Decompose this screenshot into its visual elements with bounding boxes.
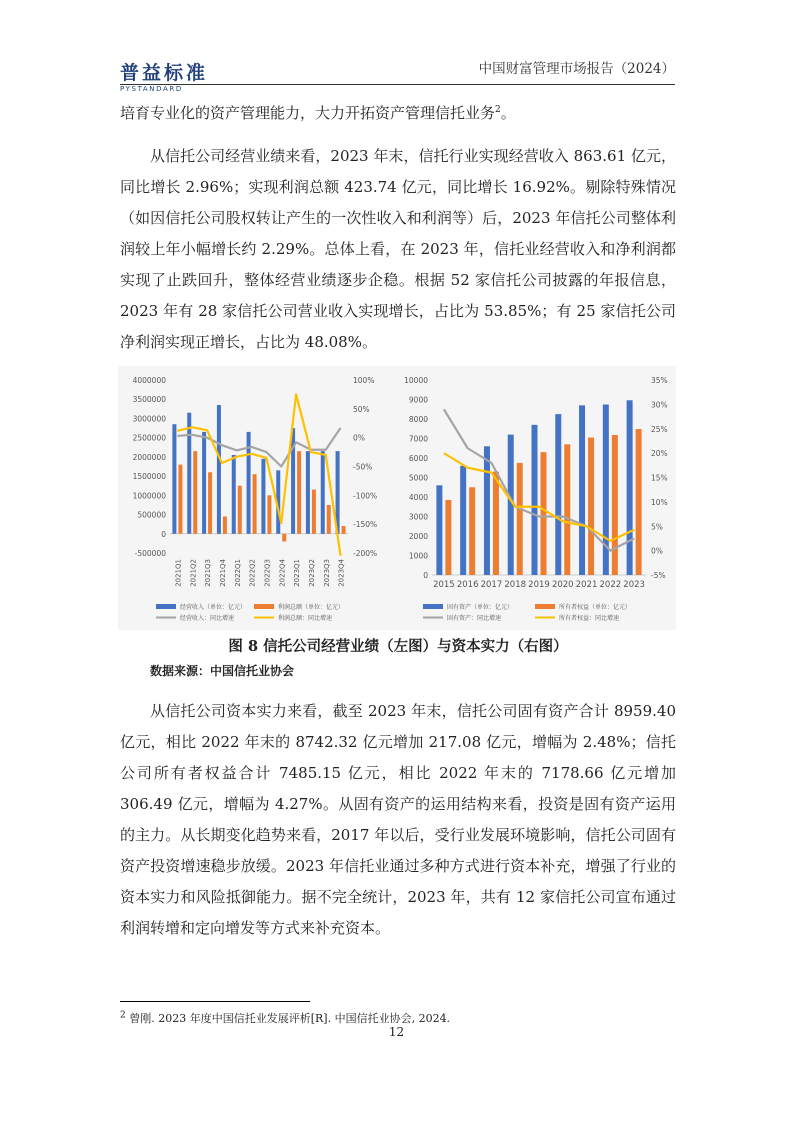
- bar: [541, 452, 547, 575]
- x-tick-label: 2023Q1: [293, 559, 302, 587]
- y-tick-label-left: 6000: [408, 454, 428, 463]
- bar: [445, 500, 451, 575]
- legend-label: 经营收入：同比增速: [180, 615, 235, 622]
- series-line: [177, 428, 340, 467]
- y-tick-label-right: 50%: [353, 404, 370, 414]
- bar: [517, 463, 523, 575]
- paragraph-business-performance: 从信托公司经营业绩来看，2023 年末，信托行业实现经营收入 863.61 亿元，同比增长 2.96%；实现利润总额 423.74 亿元，同比增长 16.92%。剔除特殊情况（如因信托公司股权转让产生的一次性收入和利润等）后，2023 年信托公司整体利润较上年小幅增长约 2.29%。总体上看，在 2023 年，信托业经营收入和净利润都实现了止跌回升，整体经营业绩逐步企稳。根据 52 家信托公司披露的年报信息，2023 年有 28 家信托公司营业收入实现增长，占比为 53.85%；有 25 家信托公司净利润实现正增长，占比为 48.08%。: [120, 147, 676, 351]
- legend-label: 所有者权益：同比增速: [559, 615, 620, 622]
- x-tick-label: 2021: [575, 580, 598, 590]
- bar: [342, 526, 346, 534]
- bar: [469, 487, 475, 575]
- bar: [588, 438, 594, 575]
- bar: [193, 451, 197, 534]
- bar: [178, 465, 182, 534]
- legend-label: 利润总额：同比增速: [278, 615, 333, 622]
- series-line: [177, 394, 340, 555]
- y-tick-label-left: 3500000: [132, 395, 166, 405]
- legend-swatch: [423, 604, 443, 609]
- y-tick-label-right: 5%: [651, 522, 663, 532]
- y-tick-label-left: 1000000: [132, 491, 166, 501]
- legend-swatch: [254, 604, 274, 609]
- bar: [172, 424, 176, 534]
- y-tick-label-left: 9000: [408, 395, 428, 405]
- paragraph-text: 培育专业化的资产管理能力，大力开拓资产管理信托业务: [120, 104, 496, 122]
- bar: [612, 435, 618, 575]
- x-tick-label: 2020: [551, 580, 574, 590]
- y-tick-label-right: 0%: [353, 433, 365, 443]
- x-tick-label: 2023Q3: [322, 559, 331, 587]
- paragraph-capital-strength: 从信托公司资本实力来看，截至 2023 年末，信托公司固有资产合计 8959.40 亿元，相比 2022 年末的 8742.32 亿元增加 217.08 亿元，增幅为 2.48%；信托公司所有者权益合计 7485.15 亿元，相比 2022 年末的 7178.66 亿元增加 306.49 亿元，增幅为 4.27%。从固有资产的运用结构来看，投资是固有资产运用的主力。从长期变化趋势来看，2017 年以后，受行业发展环境影响，信托公司固有资产投资增速稳步放缓。2023 年信托业通过多种方式进行资本补充，增强了行业的资本实力和风险抵御能力。据不完全统计，2023 年，共有 12 家信托公司宣布通过利润转增和定向增发等方式来补充资本。: [120, 702, 676, 937]
- x-tick-label: 2021Q2: [189, 559, 198, 587]
- y-tick-label-left: 1000: [408, 551, 428, 561]
- figure-caption: 图 8 信托公司经营业绩（左图）与资本实力（右图）: [228, 638, 568, 655]
- header-divider: [120, 84, 675, 85]
- bar: [436, 485, 442, 575]
- y-tick-label-right: 20%: [651, 449, 668, 459]
- y-tick-label-left: -500000: [134, 549, 166, 558]
- y-tick-label-right: 15%: [651, 473, 668, 483]
- legend-swatch: [535, 604, 555, 609]
- bar: [484, 446, 490, 575]
- y-tick-label-right: -5%: [651, 571, 666, 580]
- y-tick-label-left: 2000: [408, 532, 428, 541]
- y-tick-label-left: 1500000: [132, 472, 166, 482]
- bar: [327, 505, 331, 534]
- legend-label: 固有资产：同比增速: [447, 615, 502, 622]
- x-tick-label: 2021Q4: [218, 559, 227, 587]
- x-tick-label: 2023Q2: [307, 559, 316, 587]
- y-tick-label-left: 0: [423, 571, 428, 580]
- logo-subtext: PYSTANDARD: [120, 85, 183, 93]
- bar: [532, 425, 538, 575]
- publisher-logo: [120, 63, 208, 93]
- bar: [238, 486, 242, 534]
- y-tick-label-left: 0: [161, 529, 166, 539]
- x-tick-label: 2021Q1: [174, 559, 183, 587]
- chart-business-performance: [133, 376, 378, 622]
- bar: [564, 444, 570, 575]
- legend-label: 所有者权益（单位：亿元）: [559, 604, 632, 611]
- x-tick-label: 2022Q2: [248, 559, 257, 587]
- figure-source: 数据来源：中国信托业协会: [150, 664, 295, 678]
- bar: [208, 472, 212, 534]
- x-tick-label: 2018: [504, 580, 527, 590]
- y-tick-label-right: -150%: [353, 520, 378, 530]
- chart-capital-strength: [404, 376, 668, 622]
- bar: [627, 400, 633, 575]
- legend-label: 经营收入（单位：亿元）: [180, 604, 247, 611]
- bar: [253, 474, 257, 534]
- x-tick-label: 2022Q3: [263, 559, 272, 587]
- bar: [493, 472, 499, 575]
- footnote-ref: 2: [495, 105, 501, 115]
- y-tick-label-right: 0%: [651, 546, 663, 556]
- bar: [282, 534, 286, 542]
- footnote-mark: 2: [120, 1010, 126, 1021]
- bar: [223, 516, 227, 533]
- bar: [187, 413, 191, 534]
- x-tick-label: 2022Q1: [233, 559, 242, 587]
- y-tick-label-right: 35%: [651, 376, 668, 385]
- y-tick-label-left: 2000000: [132, 452, 166, 462]
- x-tick-label: 2023: [623, 580, 645, 590]
- page-number: 12: [388, 1025, 405, 1039]
- bar: [202, 432, 206, 534]
- footnote-text: 曾刚. 2023 年度中国信托业发展评析[R]. 中国信托业协会, 2024.: [129, 1012, 451, 1025]
- y-tick-label-left: 8000: [408, 415, 428, 424]
- y-tick-label-left: 3000000: [132, 414, 166, 424]
- y-tick-label-right: 25%: [651, 424, 668, 434]
- bar: [312, 490, 316, 534]
- x-tick-label: 2016: [456, 580, 479, 590]
- x-tick-label: 2019: [528, 580, 550, 590]
- y-tick-label-left: 7000: [408, 434, 428, 444]
- figure-charts: [118, 366, 676, 630]
- bar: [261, 459, 265, 534]
- bar: [297, 451, 301, 534]
- bar: [321, 451, 325, 534]
- y-tick-label-right: 100%: [353, 376, 375, 385]
- legend-label: 利润总额（单位：亿元）: [278, 604, 345, 611]
- y-tick-label-left: 2500000: [132, 433, 166, 443]
- bar: [460, 466, 466, 575]
- figure-svg: [118, 366, 676, 630]
- legend-label: 固有资产（单位：亿元）: [447, 604, 514, 611]
- y-tick-label-left: 5000: [408, 473, 428, 483]
- x-tick-label: 2022Q4: [278, 559, 287, 587]
- bar: [267, 495, 271, 533]
- running-header-title: 中国财富管理市场报告（2024）: [478, 61, 675, 77]
- x-tick-label: 2021Q3: [204, 559, 213, 587]
- y-tick-label-right: 10%: [651, 497, 668, 507]
- y-tick-label-left: 500000: [137, 510, 166, 520]
- x-tick-label: 2017: [480, 580, 503, 590]
- y-tick-label-right: -50%: [353, 462, 373, 472]
- paragraph-end-mark: 。: [500, 104, 516, 122]
- bar: [232, 455, 236, 534]
- bar: [217, 405, 221, 534]
- y-tick-label-right: -200%: [353, 549, 378, 558]
- legend-swatch: [156, 604, 176, 609]
- y-tick-label-left: 10000: [404, 376, 428, 385]
- bar: [306, 451, 310, 534]
- x-tick-label: 2022: [599, 580, 622, 590]
- y-tick-label-left: 4000: [408, 493, 428, 502]
- bar: [636, 429, 642, 575]
- bar: [555, 414, 561, 575]
- footnote: [120, 1010, 450, 1026]
- y-tick-label-right: -100%: [353, 491, 378, 501]
- logo-text: 普益标准: [120, 62, 209, 84]
- x-tick-label: 2023Q4: [337, 559, 346, 587]
- paragraph-continuation: [120, 95, 676, 129]
- y-tick-label-right: 30%: [651, 400, 668, 410]
- x-tick-label: 2015: [433, 580, 455, 590]
- y-tick-label-left: 3000: [408, 512, 428, 522]
- footnote-divider: [120, 1001, 310, 1002]
- bar: [579, 405, 585, 575]
- y-tick-label-left: 4000000: [132, 376, 166, 385]
